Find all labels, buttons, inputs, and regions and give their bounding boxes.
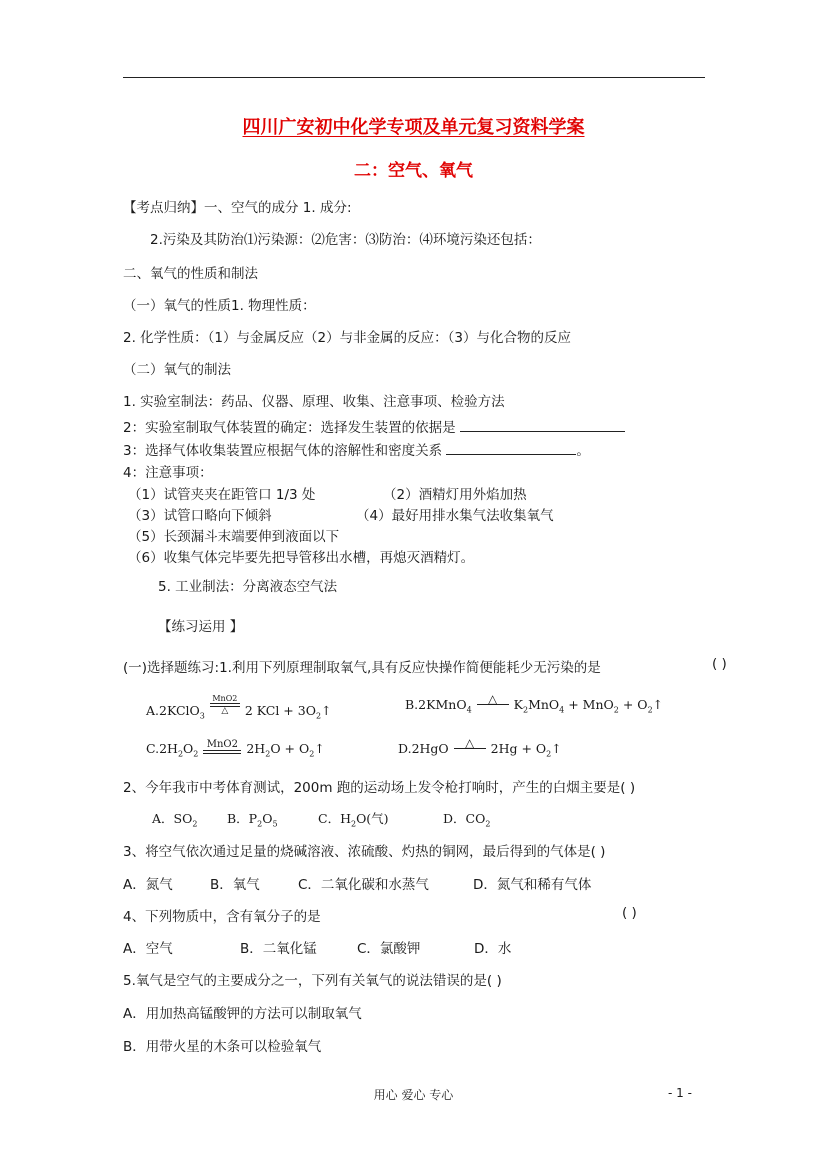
q3-option-c: C．二氧化碳和水蒸气	[298, 877, 429, 893]
question-4-paren: ( )	[622, 905, 637, 921]
section-oxygen-heading: 二、氧气的性质和制法	[123, 266, 258, 282]
key-points-line: 【考点归纳】一、空气的成分 1. 成分:	[123, 200, 352, 216]
practice-heading: 【练习运用 】	[158, 619, 244, 635]
q4-option-b: B．二氧化锰	[240, 941, 317, 957]
page-footer: 用心 爱心 专心	[373, 1088, 454, 1102]
note-3: （3）试管口略向下倾斜	[128, 508, 272, 524]
oxygen-properties-line: （一）氧气的性质1. 物理性质：	[123, 298, 316, 314]
q5-option-b: B．用带火星的木条可以检验氧气	[123, 1039, 322, 1055]
note-5: （5）长颈漏斗末端要伸到液面以下	[128, 529, 340, 545]
lab-method-line: 1. 实验室制法：药品、仪器、原理、收集、注意事项、检验方法	[123, 394, 505, 410]
q3-option-d: D．氮气和稀有气体	[473, 877, 592, 893]
question-2-stem: 2、今年我市中考体育测试，200m 跑的运动场上发令枪打响时，产生的白烟主要是( )	[123, 780, 636, 796]
answer-blank	[446, 442, 576, 455]
note-2: （2）酒精灯用外焰加热	[383, 487, 527, 503]
q1-option-b: B.2KMnO$_4$ △ $K_2MnO_4 + MnO_2$ + $O_2↑$	[405, 692, 664, 715]
q4-option-a: A．空气	[123, 941, 173, 957]
pollution-line: 2.污染及其防治⑴污染源：⑵危害：⑶防治：⑷环境污染还包括：	[150, 232, 541, 248]
answer-blank	[460, 419, 625, 432]
q2-option-d: D．$CO_2$	[443, 811, 491, 829]
oxygen-preparation-heading: （二）氧气的制法	[123, 362, 231, 378]
q4-option-c: C．氯酸钾	[357, 941, 421, 957]
industrial-method-line: 5. 工业制法：分离液态空气法	[158, 579, 338, 595]
document-title: 四川广安初中化学专项及单元复习资料学案	[242, 117, 585, 138]
question-1-paren: ( )	[712, 656, 727, 672]
question-1-stem: (一)选择题练习:1.利用下列原理制取氧气,具有反应快操作简便能耗少无污染的是	[123, 660, 601, 676]
question-5-stem: 5.氧气是空气的主要成分之一，下列有关氧气的说法错误的是( )	[123, 973, 502, 989]
header-rule	[123, 77, 705, 78]
chemical-properties-line: 2. 化学性质：（1）与金属反应（2）与非金属的反应：（3）与化合物的反应	[123, 330, 571, 346]
q3-option-b: B．氧气	[210, 877, 260, 893]
q2-option-c: C．$H_2O$(气)	[318, 811, 389, 829]
note-6: （6）收集气体完毕要先把导管移出水槽，再熄灭酒精灯。	[128, 550, 475, 566]
notes-heading: 4：注意事项：	[123, 465, 213, 481]
q1-option-c: $C.2H_2O_2$ MnO2 $2H_2O$ + $O_2↑$	[146, 739, 325, 759]
page-number: - 1 -	[668, 1086, 692, 1100]
q2-option-a: A．$SO_2$	[152, 811, 198, 829]
collection-line: 3：选择气体收集装置应根据气体的溶解性和密度关系 。	[123, 443, 590, 459]
question-4-stem: 4、下列物质中，含有氧分子的是	[123, 909, 321, 925]
q3-option-a: A．氮气	[123, 877, 173, 893]
q4-option-d: D．水	[474, 941, 512, 957]
q1-option-d: D.2HgO △ $2Hg + O_2↑$	[398, 736, 562, 759]
question-3-stem: 3、将空气依次通过足量的烧碱溶液、浓硫酸、灼热的铜网，最后得到的气体是( )	[123, 844, 606, 860]
q1-option-a: A.2KClO$_3$ MnO2 △ 2 KCl + $3O_2↑$	[146, 694, 332, 721]
note-4: （4）最好用排水集气法收集氧气	[356, 508, 554, 524]
apparatus-line: 2：实验室制取气体装置的确定：选择发生装置的依据是	[123, 416, 625, 436]
note-1: （1）试管夹夹在距管口 1/3 处	[128, 487, 316, 503]
document-subtitle: 二：空气、氧气	[354, 161, 473, 181]
q2-option-b: B．$P_2O_5$	[227, 811, 278, 829]
q5-option-a: A．用加热高锰酸钾的方法可以制取氧气	[123, 1006, 362, 1022]
